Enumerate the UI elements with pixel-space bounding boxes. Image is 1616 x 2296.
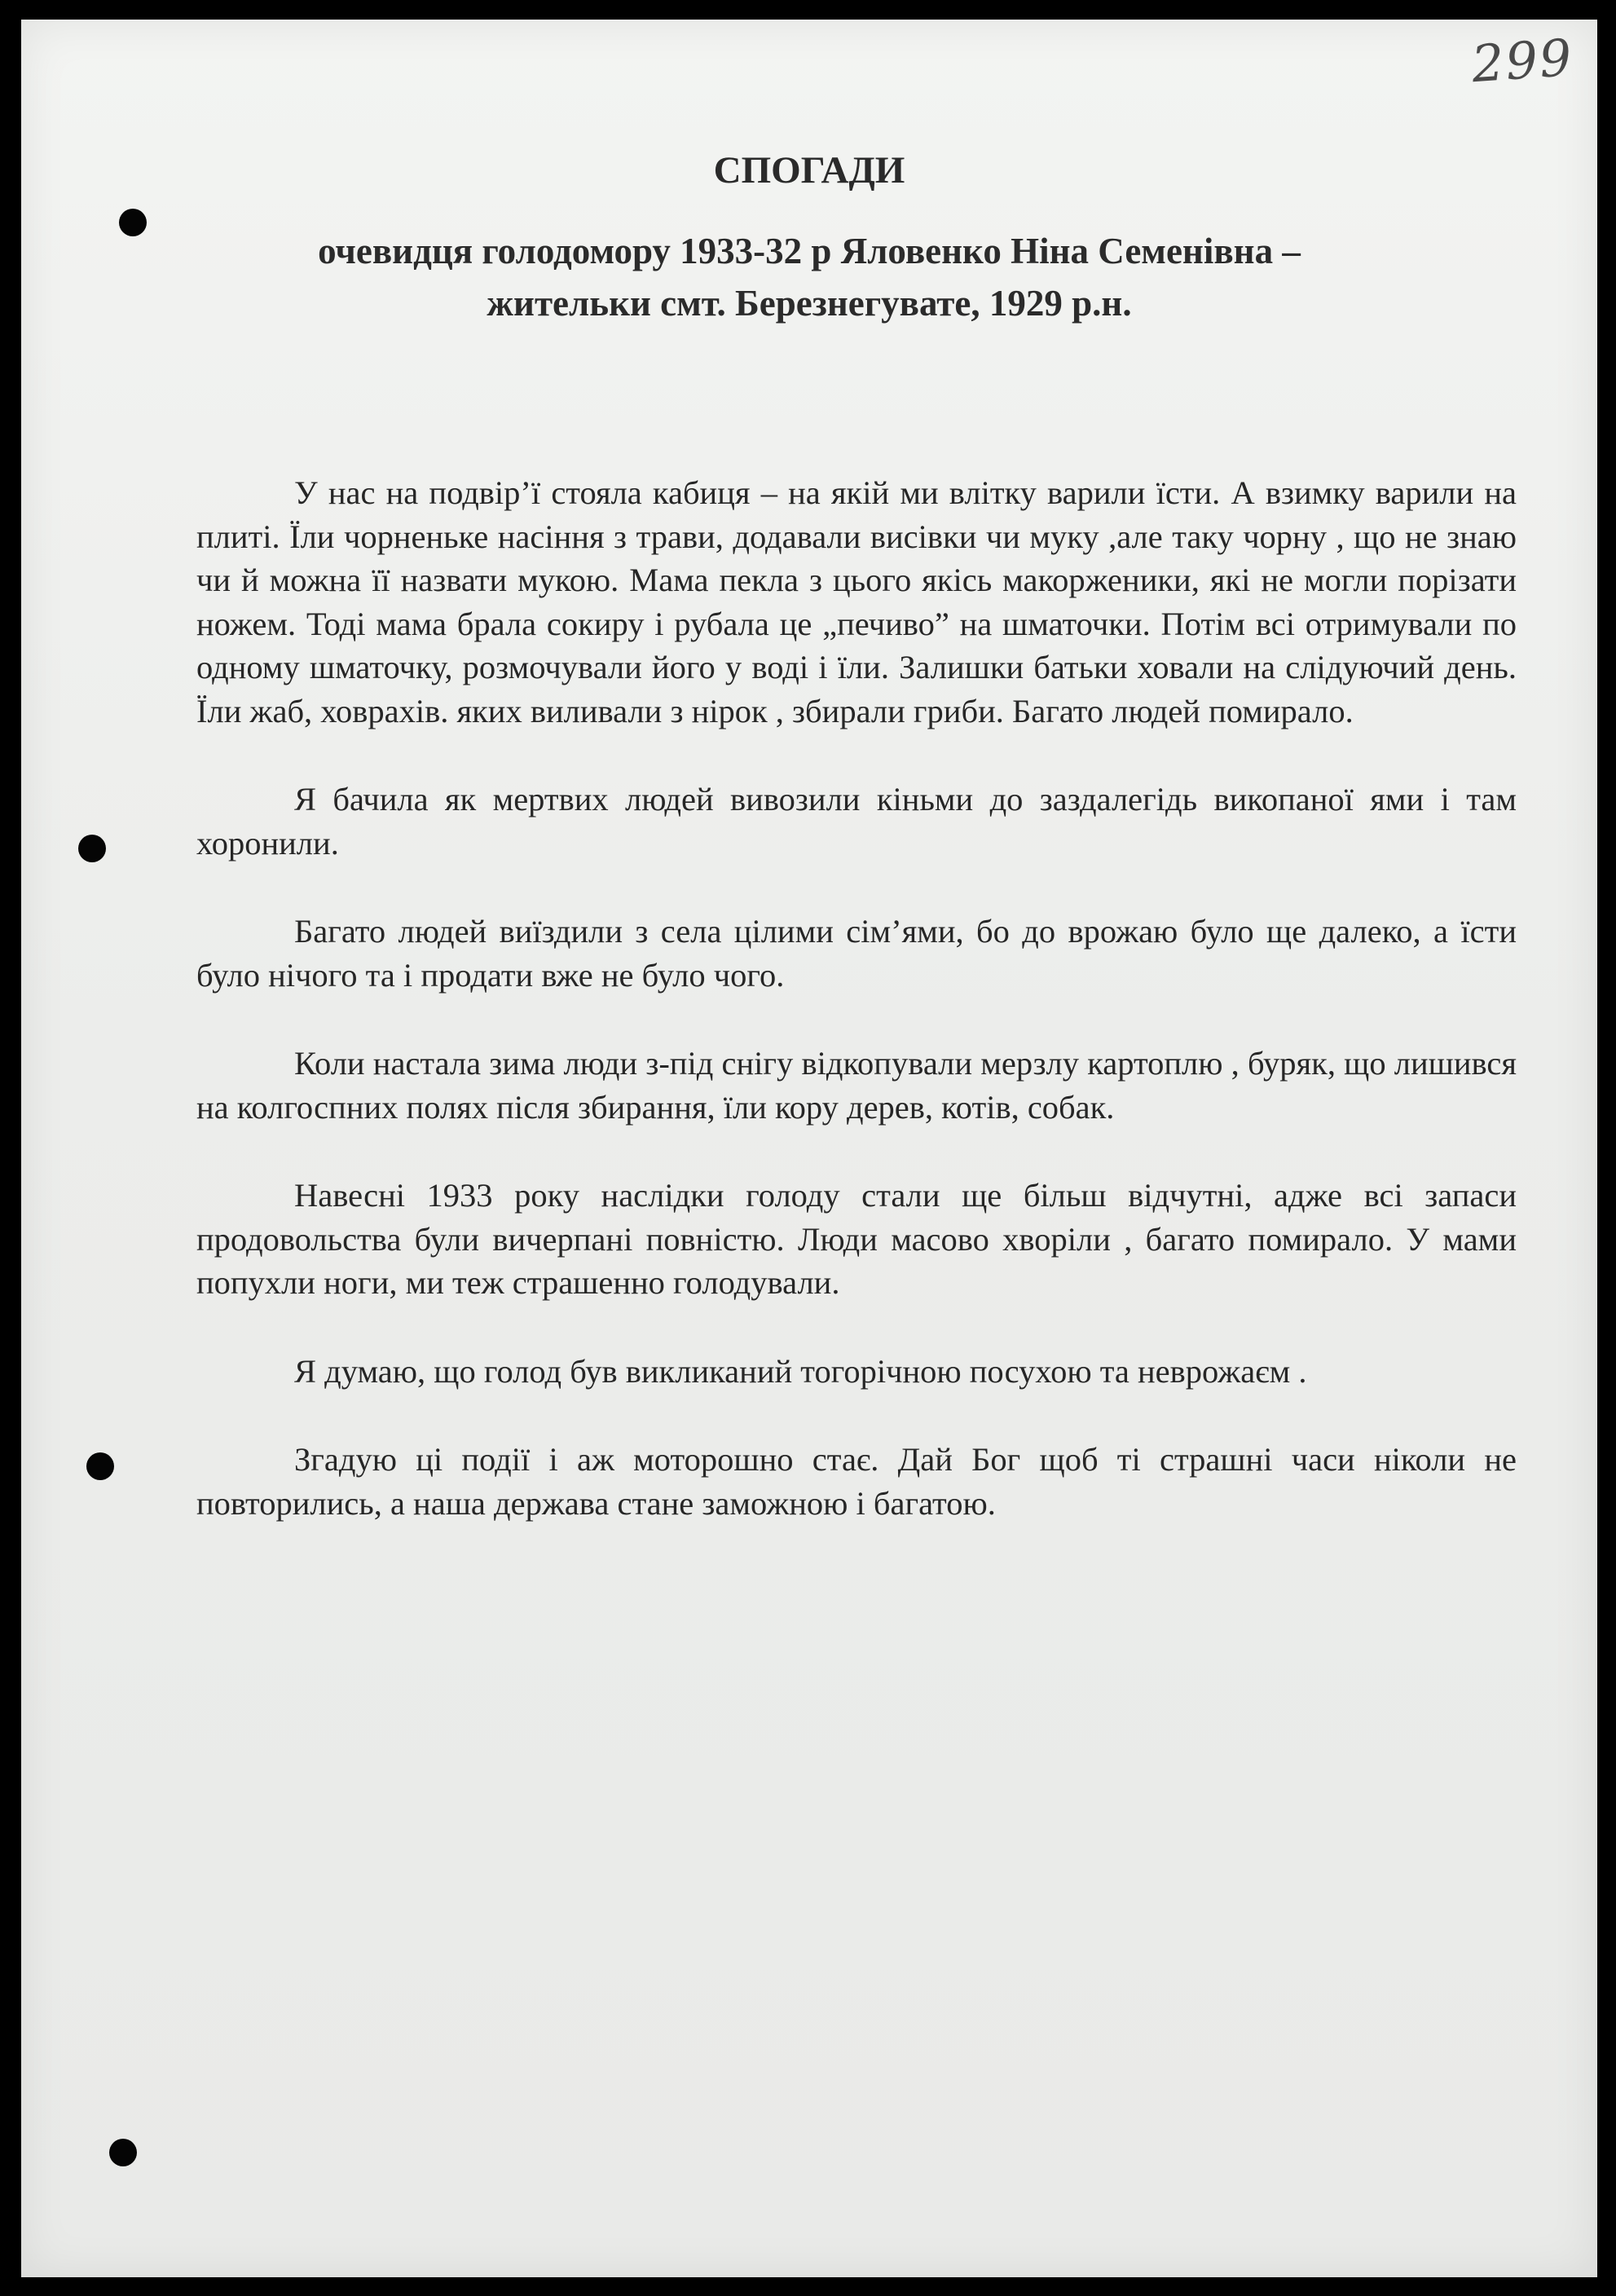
- subtitle-line: очевидця голодомору 1933-32 р Яловенко Ніна Семенівна –: [318, 231, 1301, 271]
- paragraph: Я думаю, що голод був викликаний тогорічною посухою та неврожаєм .: [294, 1352, 1307, 1390]
- paragraph: Згадую ці події і аж моторошно стає. Дай Бог щоб ті страшні часи ніколи не повторились, а наша держава стане заможною і багатою.: [196, 1441, 1517, 1522]
- page-number: 299: [1469, 27, 1575, 95]
- punch-hole: [86, 1452, 114, 1480]
- paragraph: У нас на подвір’ї стояла кабиця – на якій ми влітку варили їсти. А взимку варили на плиті. Їли чорненьке насіння з трави, додавали висівки чи муку ,але таку чорну , що не знаю чи й можна її назвати мукою. Мама пекла з цього якісь макорженики, які не могли порізати ножем. Тоді мама брала сокиру і рубала це „печиво” на шматочки. Потім всі отримували по одному шматочку, розмочували його у воді і їли. Залишки батьки ховали на слідуючий день. Їли жаб, ховрахів. яких виливали з нірок , збирали гриби. Багато людей помирало.: [196, 474, 1517, 729]
- memoir-body: [196, 471, 1517, 1570]
- paragraph: Коли настала зима люди з-під снігу відкопували мерзлу картоплю , буряк, що лишився на колгоспних полях після збирання, їли кору дерев, котів, собак.: [196, 1045, 1517, 1126]
- subtitle-line: жительки смт. Березнегувате, 1929 р.н.: [487, 283, 1132, 324]
- document-page: [21, 20, 1597, 2277]
- paragraph: Багато людей виїздили з села цілими сім’ями, бо до врожаю було ще далеко, а їсти було нічого та і продати вже не було чого.: [196, 913, 1517, 994]
- punch-hole: [109, 2139, 137, 2166]
- paragraph: Навесні 1933 року наслідки голоду стали ще більш відчутні, адже всі запаси продовольства були вичерпані повністю. Люди масово хворіли , багато помирало. У мами попухли ноги, ми теж страшенно голодували.: [196, 1177, 1517, 1301]
- page-subtitle: [21, 225, 1597, 329]
- page-title: СПОГАДИ: [713, 149, 905, 192]
- punch-hole: [78, 835, 106, 862]
- paragraph: Я бачила як мертвих людей вивозили кіньми до заздалегідь викопаної ями і там хоронили.: [196, 781, 1517, 862]
